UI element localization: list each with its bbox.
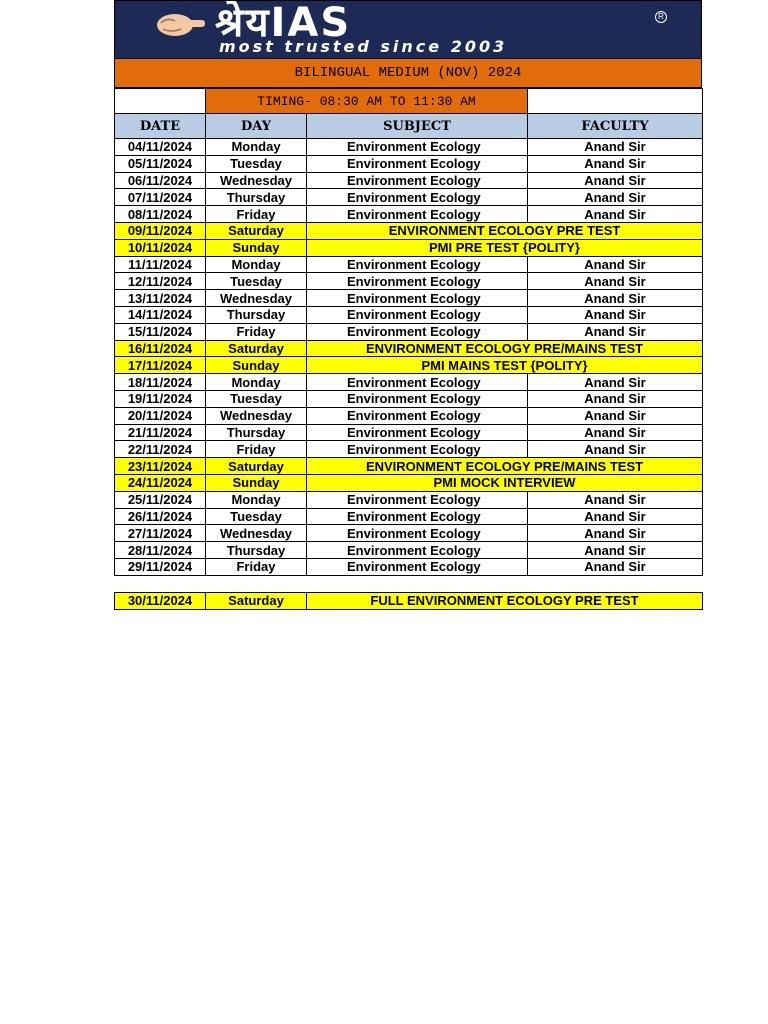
- row-faculty: Anand Sir: [528, 491, 703, 508]
- column-header-subject: SUBJECT: [307, 114, 528, 139]
- row-faculty: Anand Sir: [528, 508, 703, 525]
- row-subject: Environment Ecology: [307, 558, 528, 575]
- schedule-table: [114, 88, 703, 576]
- row-subject: Environment Ecology: [307, 407, 528, 424]
- brand-banner: [114, 0, 702, 59]
- row-day: Thursday: [206, 306, 307, 323]
- table-row: [115, 306, 703, 323]
- row-day: Thursday: [206, 542, 307, 559]
- row-date: 14/11/2024: [115, 306, 206, 323]
- row-event: PMI MAINS TEST {POLITY}: [307, 357, 703, 374]
- row-date: 13/11/2024: [115, 290, 206, 307]
- row-subject: Environment Ecology: [307, 306, 528, 323]
- row-day: Wednesday: [206, 290, 307, 307]
- table-row: [115, 424, 703, 441]
- table-row: [115, 508, 703, 525]
- row-date: 27/11/2024: [115, 525, 206, 542]
- row-day: Tuesday: [206, 273, 307, 290]
- row-subject: Environment Ecology: [307, 441, 528, 458]
- row-date: 26/11/2024: [115, 508, 206, 525]
- row-event: PMI PRE TEST {POLITY}: [307, 239, 703, 256]
- row-date: 10/11/2024: [115, 239, 206, 256]
- table-row: [115, 323, 703, 340]
- row-faculty: Anand Sir: [528, 189, 703, 206]
- table-header-row: [115, 114, 703, 139]
- row-day: Tuesday: [206, 508, 307, 525]
- row-date: 28/11/2024: [115, 542, 206, 559]
- row-date: 22/11/2024: [115, 441, 206, 458]
- row-subject: Environment Ecology: [307, 542, 528, 559]
- column-header-faculty: FACULTY: [528, 114, 703, 139]
- row-subject: Environment Ecology: [307, 206, 528, 223]
- table-row: [115, 155, 703, 172]
- row-event: ENVIRONMENT ECOLOGY PRE/MAINS TEST: [307, 458, 703, 475]
- row-day: Wednesday: [206, 525, 307, 542]
- schedule-title: BILINGUAL MEDIUM (NOV) 2024: [114, 59, 702, 88]
- row-faculty: Anand Sir: [528, 441, 703, 458]
- table-row: [115, 256, 703, 273]
- column-header-date: DATE: [115, 114, 206, 139]
- row-day: Tuesday: [206, 390, 307, 407]
- row-subject: Environment Ecology: [307, 424, 528, 441]
- row-subject: Environment Ecology: [307, 525, 528, 542]
- row-subject: Environment Ecology: [307, 323, 528, 340]
- row-date: 11/11/2024: [115, 256, 206, 273]
- row-date: 16/11/2024: [115, 340, 206, 357]
- timing-blank-left: [115, 89, 206, 114]
- row-day: Monday: [206, 374, 307, 391]
- table-spacer: [114, 576, 702, 592]
- table-row: [115, 441, 703, 458]
- row-day: Friday: [206, 206, 307, 223]
- row-date: 07/11/2024: [115, 189, 206, 206]
- row-day: Saturday: [206, 340, 307, 357]
- table-row: [115, 206, 703, 223]
- row-date: 15/11/2024: [115, 323, 206, 340]
- brand-tagline: most trusted since 2003: [219, 37, 508, 56]
- schedule-sheet: [114, 0, 702, 610]
- row-date: 17/11/2024: [115, 357, 206, 374]
- row-subject: Environment Ecology: [307, 172, 528, 189]
- row-event: ENVIRONMENT ECOLOGY PRE TEST: [307, 222, 703, 239]
- row-faculty: Anand Sir: [528, 139, 703, 156]
- row-date: 12/11/2024: [115, 273, 206, 290]
- table-row: [115, 525, 703, 542]
- row-date: 19/11/2024: [115, 390, 206, 407]
- row-date: 09/11/2024: [115, 222, 206, 239]
- row-day: Friday: [206, 558, 307, 575]
- row-faculty: Anand Sir: [528, 172, 703, 189]
- row-faculty: Anand Sir: [528, 273, 703, 290]
- row-date: 29/11/2024: [115, 558, 206, 575]
- table-row: [115, 290, 703, 307]
- row-date: 21/11/2024: [115, 424, 206, 441]
- row-date: 30/11/2024: [115, 592, 206, 609]
- row-date: 05/11/2024: [115, 155, 206, 172]
- table-row: [115, 390, 703, 407]
- row-date: 23/11/2024: [115, 458, 206, 475]
- event-row: [115, 357, 703, 374]
- row-subject: Environment Ecology: [307, 139, 528, 156]
- row-day: Sunday: [206, 474, 307, 491]
- timing-label: TIMING- 08:30 AM TO 11:30 AM: [206, 89, 528, 114]
- row-date: 08/11/2024: [115, 206, 206, 223]
- row-day: Sunday: [206, 357, 307, 374]
- row-date: 04/11/2024: [115, 139, 206, 156]
- row-day: Monday: [206, 139, 307, 156]
- row-day: Saturday: [206, 222, 307, 239]
- row-event: PMI MOCK INTERVIEW: [307, 474, 703, 491]
- row-day: Wednesday: [206, 407, 307, 424]
- row-date: 25/11/2024: [115, 491, 206, 508]
- table-row: [115, 172, 703, 189]
- row-day: Monday: [206, 256, 307, 273]
- row-faculty: Anand Sir: [528, 525, 703, 542]
- event-row: [115, 474, 703, 491]
- row-faculty: Anand Sir: [528, 542, 703, 559]
- row-subject: Environment Ecology: [307, 390, 528, 407]
- brand-logo-text: श्रेयIAS: [215, 0, 352, 46]
- row-day: Saturday: [206, 458, 307, 475]
- row-faculty: Anand Sir: [528, 390, 703, 407]
- table-row: [115, 542, 703, 559]
- table-row: [115, 189, 703, 206]
- row-day: Sunday: [206, 239, 307, 256]
- row-faculty: Anand Sir: [528, 323, 703, 340]
- row-faculty: Anand Sir: [528, 306, 703, 323]
- row-day: Thursday: [206, 189, 307, 206]
- table-row: [115, 491, 703, 508]
- row-subject: Environment Ecology: [307, 491, 528, 508]
- row-date: 18/11/2024: [115, 374, 206, 391]
- table-row: [115, 407, 703, 424]
- row-subject: Environment Ecology: [307, 273, 528, 290]
- final-test-row: [115, 592, 703, 609]
- row-date: 06/11/2024: [115, 172, 206, 189]
- row-faculty: Anand Sir: [528, 407, 703, 424]
- row-day: Friday: [206, 323, 307, 340]
- event-row: [115, 222, 703, 239]
- timing-row: [115, 89, 703, 114]
- table-row: [115, 374, 703, 391]
- row-event: FULL ENVIRONMENT ECOLOGY PRE TEST: [307, 592, 703, 609]
- table-row: [115, 139, 703, 156]
- row-faculty: Anand Sir: [528, 290, 703, 307]
- row-subject: Environment Ecology: [307, 290, 528, 307]
- registered-mark-icon: R: [655, 11, 667, 23]
- row-subject: Environment Ecology: [307, 189, 528, 206]
- row-faculty: Anand Sir: [528, 155, 703, 172]
- row-faculty: Anand Sir: [528, 424, 703, 441]
- row-subject: Environment Ecology: [307, 508, 528, 525]
- row-faculty: Anand Sir: [528, 374, 703, 391]
- row-faculty: Anand Sir: [528, 558, 703, 575]
- event-row: [115, 458, 703, 475]
- table-row: [115, 273, 703, 290]
- row-day: Thursday: [206, 424, 307, 441]
- row-day: Wednesday: [206, 172, 307, 189]
- row-day: Monday: [206, 491, 307, 508]
- row-subject: Environment Ecology: [307, 155, 528, 172]
- final-test-table: [114, 592, 703, 610]
- row-faculty: Anand Sir: [528, 256, 703, 273]
- row-subject: Environment Ecology: [307, 374, 528, 391]
- row-faculty: Anand Sir: [528, 206, 703, 223]
- row-day: Tuesday: [206, 155, 307, 172]
- row-day: Saturday: [206, 592, 307, 609]
- row-subject: Environment Ecology: [307, 256, 528, 273]
- row-day: Friday: [206, 441, 307, 458]
- row-date: 20/11/2024: [115, 407, 206, 424]
- event-row: [115, 239, 703, 256]
- timing-blank-right: [528, 89, 703, 114]
- row-event: ENVIRONMENT ECOLOGY PRE/MAINS TEST: [307, 340, 703, 357]
- table-row: [115, 558, 703, 575]
- event-row: [115, 340, 703, 357]
- row-date: 24/11/2024: [115, 474, 206, 491]
- column-header-day: DAY: [206, 114, 307, 139]
- pointing-hand-logo-icon: [153, 9, 207, 39]
